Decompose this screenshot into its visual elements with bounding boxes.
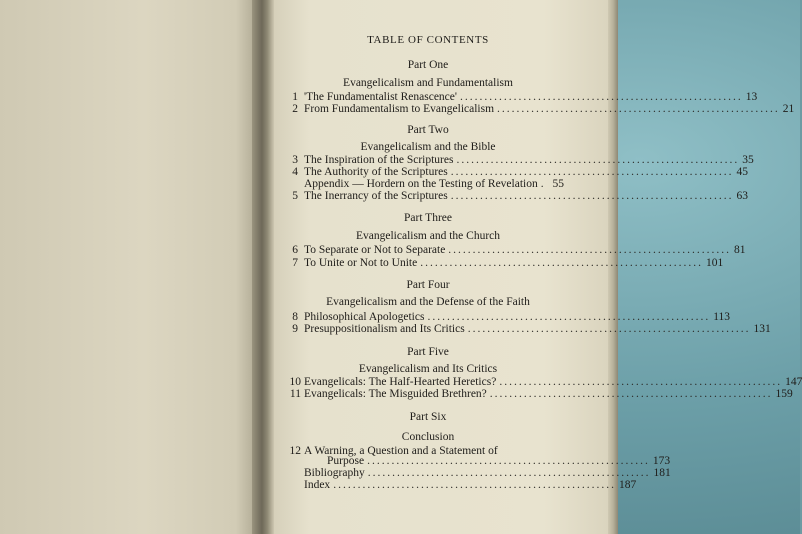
part-label: Part Six [409, 411, 447, 423]
entry-title: From Fundamentalism to Evangelicalism [304, 103, 495, 115]
toc-entry [304, 103, 795, 116]
part-heading: Conclusion [401, 431, 455, 443]
dot-leader: .......................................................... [456, 154, 740, 166]
dot-leader: .......................................................... [427, 311, 711, 323]
part-label: Part Two [407, 124, 449, 136]
toc-entry [304, 323, 771, 336]
entry-title: Evangelicals: The Misguided Brethren? [304, 388, 487, 400]
toc-entry [304, 244, 746, 257]
dot-leader: .......................................................... [420, 257, 703, 269]
entry-page: 187 [618, 479, 637, 491]
entry-page: 173 [652, 455, 671, 467]
toc-entry [304, 467, 671, 480]
toc-entry [304, 166, 748, 179]
entry-title: Bibliography [304, 467, 365, 479]
chapter-number: 6 [292, 244, 298, 256]
entry-page: 159 [775, 388, 793, 400]
dot-leader: .......................................................... [450, 166, 734, 178]
dot-leader: .......................................................... [448, 244, 732, 256]
chapter-number: 2 [292, 103, 298, 115]
entry-title: Presuppositionalism and Its Critics [304, 323, 465, 335]
dot-leader: .......................................................... [333, 479, 616, 491]
toc-entry [304, 190, 748, 203]
toc-title: TABLE OF CONTENTS [367, 34, 489, 46]
entry-page: 181 [653, 467, 671, 479]
entry-page: 63 [736, 190, 748, 202]
chapter-number: 10 [289, 376, 301, 388]
chapter-number: 9 [292, 323, 298, 335]
part-heading: Evangelicalism and the Bible [360, 141, 496, 153]
part-label: Part Four [406, 279, 450, 291]
chapter-number: 8 [292, 311, 298, 323]
chapter-number: 11 [289, 388, 301, 400]
chapter-number: 7 [292, 257, 298, 269]
dot-leader: .......................................................... [450, 190, 734, 202]
toc-entry [304, 179, 564, 191]
entry-title: The Authority of the Scriptures [304, 166, 448, 178]
dot-leader: .......................................................... [497, 103, 780, 115]
entry-title: Purpose [327, 455, 365, 467]
dot-leader: .......................................................... [467, 323, 751, 335]
entry-title: To Separate or Not to Separate [304, 244, 446, 256]
entry-page: 35 [742, 154, 754, 166]
toc-entry [304, 388, 793, 401]
dot-leader: .......................................................... [499, 376, 783, 388]
part-heading: Evangelicalism and Fundamentalism [343, 77, 513, 89]
entry-title: A Warning, a Question and a Statement of [304, 445, 498, 457]
entry-page: 101 [705, 257, 724, 269]
entry-title: 'The Fundamentalist Renascence' [304, 91, 457, 103]
part-heading: Evangelicalism and the Defense of the Faith [326, 296, 530, 308]
chapter-number: 1 [292, 91, 298, 103]
entry-page: 45 [736, 166, 748, 178]
toc-entry [304, 91, 758, 104]
entry-page: 81 [734, 244, 746, 256]
entry-page: 113 [713, 311, 731, 323]
toc-entry [304, 479, 637, 492]
book-gutter [252, 0, 274, 534]
entry-title: To Unite or Not to Unite [304, 257, 418, 269]
part-label: Part Three [403, 212, 453, 224]
dot-leader: . [540, 178, 546, 190]
entry-page: 131 [753, 323, 771, 335]
dot-leader: .......................................................... [489, 388, 773, 400]
entry-title: Philosophical Apologetics [304, 311, 425, 323]
toc-entry [304, 257, 724, 270]
toc-entry [304, 154, 754, 167]
part-heading: Evangelicalism and the Church [355, 230, 501, 242]
chapter-number: 4 [292, 166, 298, 178]
entry-page: 147 [785, 376, 802, 388]
part-label: Part Five [407, 346, 449, 358]
chapter-number: 5 [292, 190, 298, 202]
part-label: Part One [407, 59, 449, 71]
dot-leader: .......................................................... [367, 467, 651, 479]
toc-entry [304, 311, 731, 324]
entry-page: 13 [745, 91, 758, 103]
entry-title: Appendix — Hordern on the Testing of Revelation [304, 178, 538, 190]
entry-page: 21 [782, 103, 795, 115]
chapter-number: 12 [289, 445, 301, 457]
toc-entry [327, 455, 671, 468]
dot-leader: .......................................................... [459, 91, 743, 103]
entry-title: The Inerrancy of the Scriptures [304, 190, 448, 202]
entry-title: Evangelicals: The Half-Hearted Heretics? [304, 376, 497, 388]
chapter-number: 3 [292, 154, 298, 166]
dot-leader: .......................................................... [367, 455, 650, 467]
part-heading: Evangelicalism and Its Critics [358, 363, 498, 375]
entry-title: The Inspiration of the Scriptures [304, 154, 454, 166]
toc-entry [304, 376, 802, 389]
left-book-page [0, 0, 262, 534]
entry-title: Index [304, 479, 331, 491]
entry-page: 55 [552, 178, 564, 190]
